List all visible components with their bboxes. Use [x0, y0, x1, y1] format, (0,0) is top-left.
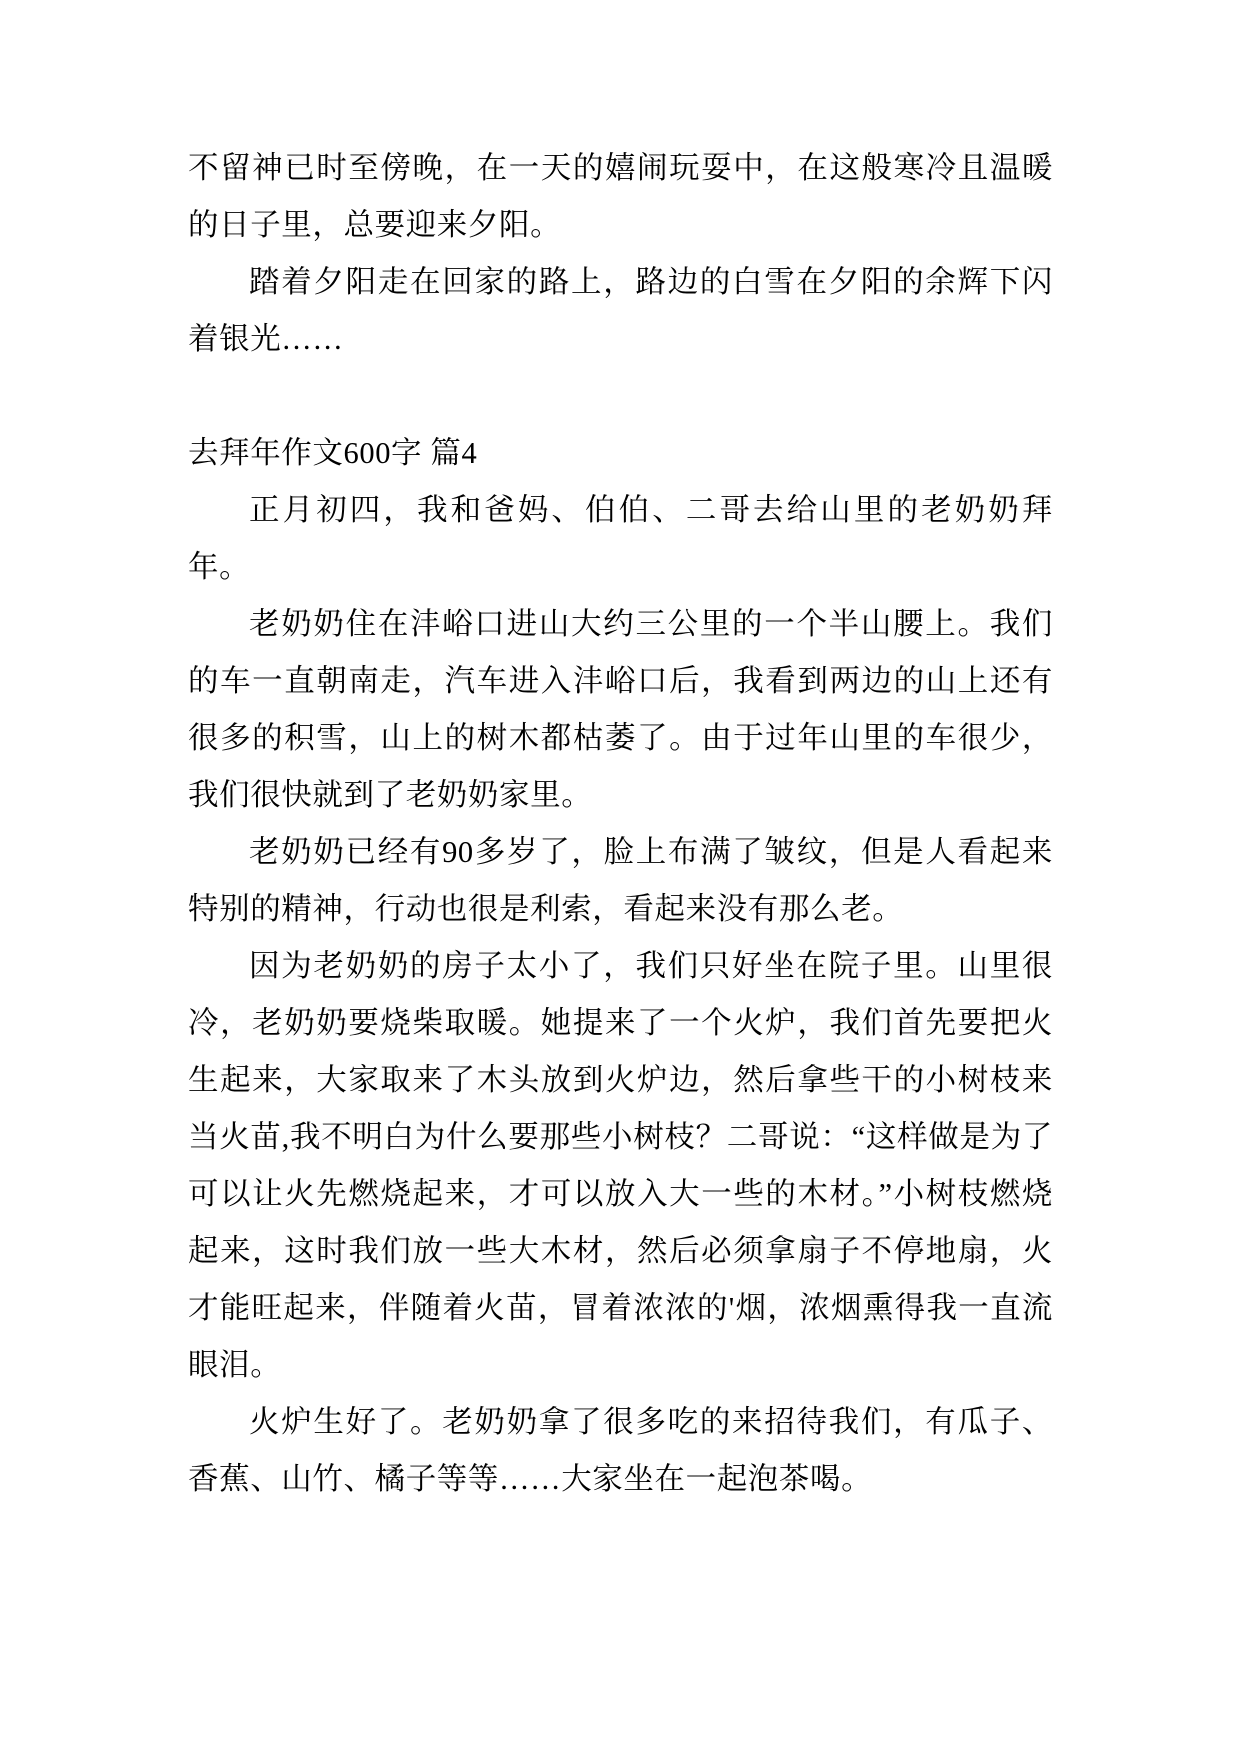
paragraph: 不留神已时至傍晚，在一天的嬉闹玩耍中，在这般寒冷且温暖的日子里，总要迎来夕阳。 — [188, 151, 1053, 242]
paragraph: 老奶奶已经有90多岁了，脸上布满了皱纹，但是人看起来特别的精神，行动也很是利索，看起来没有那么老。 — [188, 835, 1053, 926]
document-body — [188, 140, 1053, 1508]
paragraph: 踏着夕阳走在回家的路上，路边的白雪在夕阳的余辉下闪着银光…… — [188, 265, 1053, 356]
paragraph: 老奶奶住在沣峪口进山大约三公里的一个半山腰上。我们的车一直朝南走，汽车进入沣峪口后，我看到两边的山上还有很多的积雪，山上的树木都枯萎了。由于过年山里的车很少，我们很快就到了老奶奶家里。 — [188, 607, 1053, 812]
paragraph: 因为老奶奶的房子太小了，我们只好坐在院子里。山里很冷，老奶奶要烧柴取暖。她提来了一个火炉，我们首先要把火生起来，大家取来了木头放到火炉边，然后拿些干的小树枝来当火苗,我不明白为什么要那些小树枝？二哥说：“这样做是为了可以让火先燃烧起来，才可以放入大一些的木材。”小树枝燃烧起来，这时我们放一些大木材，然后必须拿扇子不停地扇，火才能旺起来，伴随着火苗，冒着浓浓的'烟，浓烟熏得我一直流眼泪。 — [188, 949, 1053, 1382]
section-spacer — [188, 368, 1053, 425]
section-heading: 去拜年作文600字 篇4 — [188, 436, 478, 470]
paragraph: 正月初四，我和爸妈、伯伯、二哥去给山里的老奶奶拜年。 — [188, 493, 1053, 584]
paragraph: 火炉生好了。老奶奶拿了很多吃的来招待我们，有瓜子、香蕉、山竹、橘子等等……大家坐在一起泡茶喝。 — [188, 1405, 1053, 1496]
